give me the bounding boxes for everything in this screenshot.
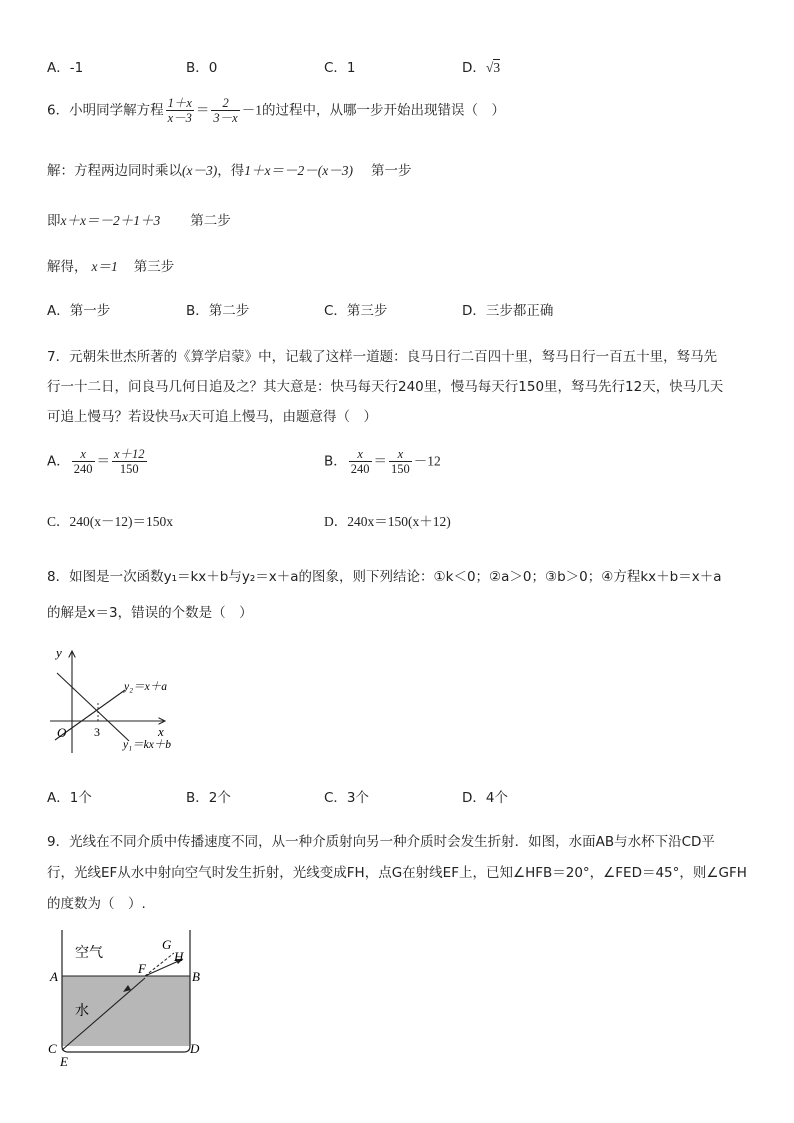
- q7-option-c: C．240(x－12)＝150x: [47, 514, 173, 529]
- q9-line3: 的度数为（ ）.: [47, 896, 146, 912]
- graph-y-label: y: [56, 645, 62, 660]
- q6-rhs-den: 3－x: [213, 111, 238, 125]
- label-a: A: [50, 969, 58, 984]
- label-c: C: [48, 1041, 57, 1056]
- q5-option-d: [462, 56, 500, 76]
- label-water: 水: [75, 1004, 89, 1019]
- sqrt-symbol: √: [485, 60, 494, 75]
- graph-label-y1: y₁＝kx＋b: [123, 739, 172, 751]
- equals-sign: ＝: [195, 102, 210, 118]
- q7-option-a: [47, 447, 149, 476]
- q7-a-rden: 150: [119, 462, 139, 476]
- q6-option-b: B．第二步: [186, 303, 250, 319]
- q7-a-lnum: x: [72, 447, 95, 462]
- q5-option-b: B．0: [186, 60, 218, 76]
- q6-line3-prefix: 解得，: [47, 259, 88, 275]
- q7-a-lden: 240: [73, 462, 93, 476]
- q7-b-rhs: [389, 447, 412, 476]
- q8-graph: [45, 643, 195, 758]
- q6-step1: 第一步: [370, 163, 412, 179]
- q5-option-a: A．-1: [47, 60, 84, 76]
- q6-stem: [47, 96, 505, 125]
- q6-rhs-fraction: [211, 96, 239, 125]
- q7-a-rnum: x＋12: [114, 447, 145, 461]
- q8-option-d: D．4个: [462, 790, 508, 806]
- q7-line1: 7．元朝朱世杰所著的《算学启蒙》中，记载了这样一道题：良马日行二百四十里，驽马日行一百五十里，驽马先: [47, 349, 718, 365]
- graph-x-label: x: [158, 724, 164, 739]
- q6-sol-get: ，得: [217, 163, 245, 179]
- q7-line3-var: x: [182, 409, 188, 424]
- q6-line2-eq: x＋x＝－2＋1＋3: [60, 213, 161, 228]
- graph-tick-3: 3: [94, 725, 100, 739]
- q6-sol-mult: (x－3): [182, 163, 218, 178]
- q5-option-d-label: D．: [462, 60, 486, 76]
- label-f: F: [138, 961, 146, 976]
- q6-sol-eq: 1＋x＝－2－(x－3): [244, 163, 353, 178]
- q6-stem-prefix: 6．小明同学解方程: [47, 102, 164, 119]
- q6-stem-suffix: 的过程中，从哪一步开始出现错误（ ）: [261, 102, 505, 119]
- q7-line3: [47, 405, 377, 425]
- label-b: B: [192, 969, 200, 984]
- q8-option-c: C．3个: [324, 790, 370, 806]
- q6-option-d: D．三步都正确: [462, 303, 554, 319]
- q6-step3: 第三步: [133, 259, 175, 275]
- q6-rhs-tail: －1: [241, 102, 262, 118]
- q8-option-b: B．2个: [186, 790, 231, 806]
- q7-line2: 行一十二日，问良马几何日追及之？其大意是：快马每天行240里，慢马每天行150里，驽马先行12天，快马几天: [47, 379, 724, 395]
- q7-line3-b: 天可追上慢马，由题意得（ ）: [188, 409, 377, 425]
- q9-line2: 行，光线EF从水中射向空气时发生折射，光线变成FH，点G在射线EF上，已知∠HFB＝20°，∠FED＝45°，则∠GFH: [47, 865, 747, 881]
- q7-line3-a: 可追上慢马？若设快马: [47, 409, 182, 425]
- q7-b-tail: －12: [413, 453, 441, 469]
- q6-line3-eq: x＝1: [91, 259, 118, 274]
- q6-rhs-num: 2: [211, 96, 239, 111]
- q6-lhs-fraction: [166, 96, 194, 125]
- label-d: D: [190, 1041, 200, 1056]
- q8-line1: 8．如图是一次函数y₁＝kx＋b与y₂＝x＋a的图象，则下列结论：①k＜0；②a＞0；③b＞0；④方程kx＋b＝x＋a: [47, 569, 722, 585]
- q7-b-rden: 150: [391, 462, 410, 476]
- q7-option-a-label: A．: [47, 453, 70, 470]
- q7-option-d: D．240x＝150(x＋12): [324, 514, 451, 529]
- label-e: E: [60, 1054, 68, 1069]
- q7-option-b-label: B．: [324, 453, 347, 470]
- q6-sol-label: 解：方程两边同时乘以: [47, 163, 182, 179]
- q7-option-b: [324, 447, 441, 476]
- graph-label-y2: y₂＝x＋a: [124, 681, 167, 693]
- q6-step2: 第二步: [190, 213, 231, 229]
- q6-solution-line3: [47, 255, 174, 275]
- q7-b-rnum: x: [389, 447, 412, 462]
- q7-a-lhs: [72, 447, 95, 476]
- q6-solution-line2: [47, 209, 231, 229]
- label-air: 空气: [75, 946, 103, 961]
- q7-a-rhs: [112, 447, 147, 476]
- q6-line2-prefix: 即: [47, 213, 61, 229]
- q6-solution-line1: [47, 159, 411, 179]
- label-g: G: [162, 937, 172, 952]
- q9-figure: [45, 925, 215, 1070]
- q9-line1: 9．光线在不同介质中传播速度不同，从一种介质射向另一种介质时会发生折射．如图，水面AB与水杯下沿CD平: [47, 834, 715, 850]
- q6-option-c: C．第三步: [324, 303, 388, 319]
- q5-option-d-radicand: 3: [493, 60, 501, 75]
- q7-b-lnum: x: [349, 447, 372, 462]
- equals-sign: ＝: [96, 453, 110, 469]
- q5-option-c: C．1: [324, 60, 356, 76]
- q8-line2: 的解是x＝3，错误的个数是（ ）: [47, 605, 253, 621]
- label-h: H: [174, 949, 184, 964]
- q8-option-a: A．1个: [47, 790, 92, 806]
- q6-lhs-num: 1＋x: [167, 96, 192, 110]
- q6-lhs-den: x－3: [167, 111, 192, 125]
- q6-option-a: A．第一步: [47, 303, 111, 319]
- q7-b-lhs: [349, 447, 372, 476]
- graph-origin-label: O: [57, 725, 67, 740]
- q7-b-lden: 240: [350, 462, 370, 476]
- equals-sign: ＝: [373, 453, 388, 469]
